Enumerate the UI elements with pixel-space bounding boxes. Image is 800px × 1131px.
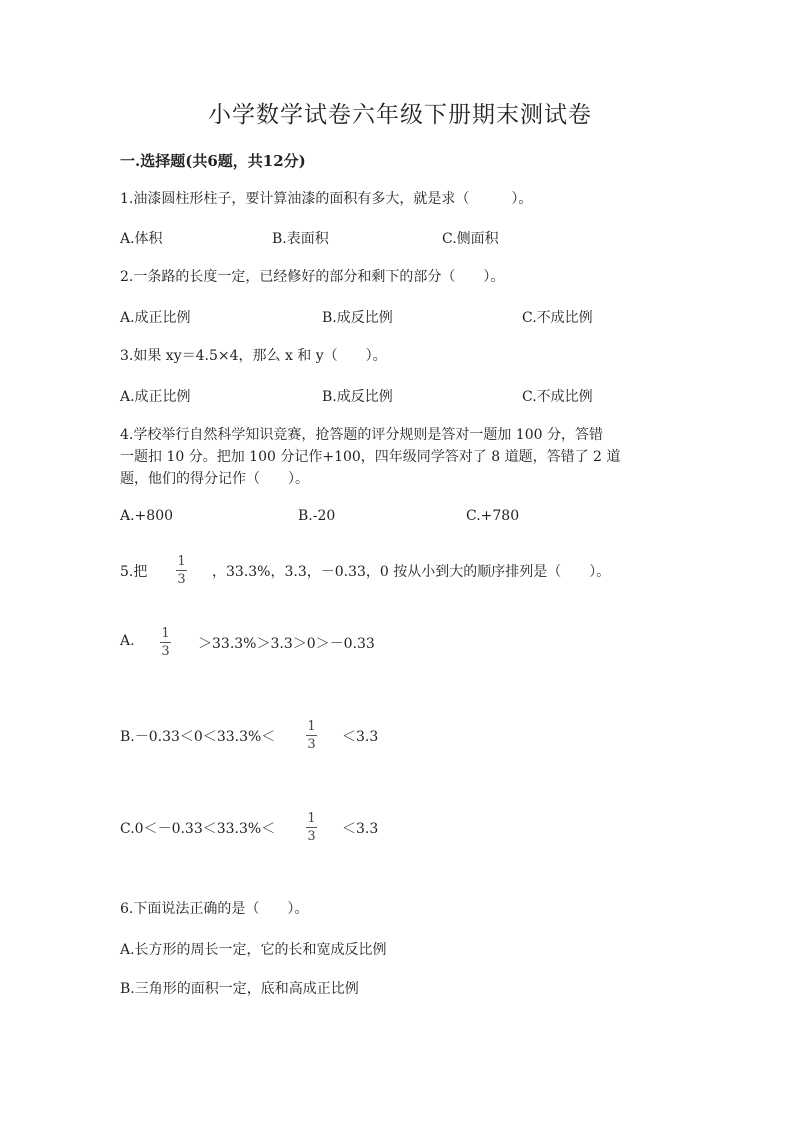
question-1-stem: 1.油漆圆柱形柱子，要计算油漆的面积有多大，就是求（ ）。 <box>120 191 533 207</box>
question-4-option-c: C.+780 <box>466 508 520 524</box>
fraction-bar <box>306 827 317 828</box>
fraction-numerator: 1 <box>307 719 316 734</box>
fraction-bar <box>306 735 317 736</box>
question-5-option-b-fraction <box>306 719 317 752</box>
question-4-stem-line-1: 4.学校举行自然科学知识竞赛，抢答题的评分规则是答对一题加 100 分，答错 <box>120 427 603 443</box>
fraction-numerator: 1 <box>177 554 186 569</box>
question-1-option-b: B.表面积 <box>272 231 329 247</box>
question-6-option-b: B.三角形的面积一定，底和高成正比例 <box>120 981 359 997</box>
fraction-denominator: 3 <box>161 644 170 659</box>
question-4-stem-line-2: 一题扣 10 分。把加 100 分记作+100，四年级同学答对了 8 道题，答错了 2 道 <box>120 449 621 465</box>
section-title: 一.选择题(共6题，共12分) <box>120 152 306 170</box>
fraction-denominator: 3 <box>177 572 186 587</box>
question-2-stem: 2.一条路的长度一定，已经修好的部分和剩下的部分（ ）。 <box>120 269 505 285</box>
question-6-stem: 6.下面说法正确的是（ ）。 <box>120 901 309 917</box>
question-3-stem: 3.如果 xy＝4.5×4，那么 x 和 y（ ）。 <box>120 348 387 364</box>
question-2-option-b: B.成反比例 <box>322 310 393 326</box>
question-5-option-a-label: A. <box>120 633 135 649</box>
question-5-stem-prefix: 5.把 <box>120 564 148 580</box>
fraction-numerator: 1 <box>161 626 170 641</box>
question-5-option-c-prefix: C.0＜－0.33＜33.3%＜ <box>120 821 276 837</box>
question-4-option-a: A.+800 <box>120 508 174 524</box>
question-6-option-a: A.长方形的周长一定，它的长和宽成反比例 <box>120 942 387 958</box>
question-5-option-b-suffix: ＜3.3 <box>342 729 379 745</box>
fraction-numerator: 1 <box>307 811 316 826</box>
question-5-option-a-rest: ＞33.3%＞3.3＞0＞－0.33 <box>198 636 375 652</box>
fraction-bar <box>160 642 171 643</box>
question-5-stem-fraction <box>176 554 187 587</box>
question-4-option-b: B.-20 <box>298 508 336 524</box>
question-1-option-a: A.体积 <box>120 231 163 247</box>
page-title: 小学数学试卷六年级下册期末测试卷 <box>208 102 592 128</box>
fraction-bar <box>176 570 187 571</box>
question-3-option-b: B.成反比例 <box>322 389 393 405</box>
question-5-option-c-suffix: ＜3.3 <box>342 821 379 837</box>
question-1-option-c: C.侧面积 <box>442 231 499 247</box>
question-2-option-c: C.不成比例 <box>522 310 593 326</box>
question-5-option-b-prefix: B.－0.33＜0＜33.3%＜ <box>120 729 276 745</box>
question-2-option-a: A.成正比例 <box>120 310 191 326</box>
question-5-stem-suffix: ，33.3%，3.3，－0.33，0 按从小到大的顺序排列是（ ）。 <box>212 564 611 580</box>
fraction-denominator: 3 <box>307 737 316 752</box>
question-3-option-a: A.成正比例 <box>120 389 191 405</box>
question-5-option-a-fraction <box>160 626 171 659</box>
question-4-stem-line-3: 题，他们的得分记作（ ）。 <box>120 471 309 487</box>
question-5-option-c-fraction <box>306 811 317 844</box>
fraction-denominator: 3 <box>307 829 316 844</box>
question-3-option-c: C.不成比例 <box>522 389 593 405</box>
